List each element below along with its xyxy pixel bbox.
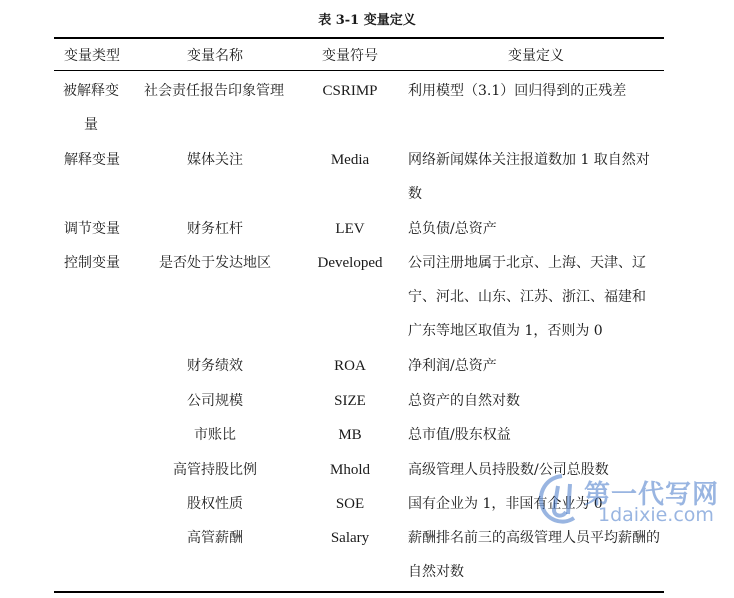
table-row-name: 财务杠杆 xyxy=(187,221,243,237)
table-row-name: 媒体关注 xyxy=(187,152,243,168)
table-row-symbol: SIZE xyxy=(334,393,366,409)
table-row-definition: 薪酬排名前三的高级管理人员平均薪酬的自然对数 xyxy=(408,530,660,580)
table-row-definition: 公司注册地属于北京、上海、天津、辽宁、河北、山东、江苏、浙江、福建和广东等地区取值为 1，否则为 0 xyxy=(408,255,646,339)
bottom-rule xyxy=(54,591,664,593)
table-row-symbol: SOE xyxy=(335,496,365,512)
table-row-symbol: Developed xyxy=(317,255,383,271)
header-definition: 变量定义 xyxy=(508,48,564,64)
table-caption: 表 3-1 变量定义 xyxy=(318,13,416,28)
table-row-name: 高管持股比例 xyxy=(173,462,257,478)
watermark-url: 1daixie.com xyxy=(598,504,714,526)
table-row-type: 被解释变量 xyxy=(63,83,119,133)
table-row-definition: 国有企业为 1，非国有企业为 0 xyxy=(408,496,603,512)
table-row-definition: 净利润/总资产 xyxy=(408,358,497,374)
table-row-name: 公司规模 xyxy=(187,393,243,409)
table-row-symbol: Mhold xyxy=(329,462,370,478)
table-row-definition: 网络新闻媒体关注报道数加 1 取自然对数 xyxy=(408,152,650,202)
table-row-symbol: Media xyxy=(330,152,370,168)
header-type: 变量类型 xyxy=(64,48,120,64)
table-row-definition: 总市值/股东权益 xyxy=(408,427,511,443)
table-row-name: 市账比 xyxy=(194,427,236,443)
table-row-definition: 总资产的自然对数 xyxy=(408,393,520,409)
table-row-name: 高管薪酬 xyxy=(187,530,243,546)
table-row-definition: 高级管理人员持股数/公司总股数 xyxy=(408,462,609,478)
top-rule xyxy=(54,37,664,39)
watermark-text: 第一代写网 xyxy=(584,480,720,510)
table-row-type: 解释变量 xyxy=(64,152,120,168)
table-row-symbol: CSRIMP xyxy=(322,83,378,99)
table-row-symbol: LEV xyxy=(335,221,365,237)
table-row-symbol: Salary xyxy=(330,530,370,546)
table-row-symbol: ROA xyxy=(334,358,366,374)
table-row-name: 社会责任报告印象管理 xyxy=(144,83,284,99)
table-row-definition: 利用模型（3.1）回归得到的正残差 xyxy=(408,83,627,99)
table-row-definition: 总负债/总资产 xyxy=(408,221,497,237)
table-row-name: 是否处于发达地区 xyxy=(159,255,271,271)
header-symbol: 变量符号 xyxy=(322,48,378,64)
table-row-type: 调节变量 xyxy=(64,221,120,237)
table-row-type: 控制变量 xyxy=(64,255,120,271)
table-row-symbol: MB xyxy=(338,427,362,443)
table-row-name: 财务绩效 xyxy=(187,358,243,374)
header-name: 变量名称 xyxy=(187,48,243,64)
table-row-name: 股权性质 xyxy=(187,496,243,512)
